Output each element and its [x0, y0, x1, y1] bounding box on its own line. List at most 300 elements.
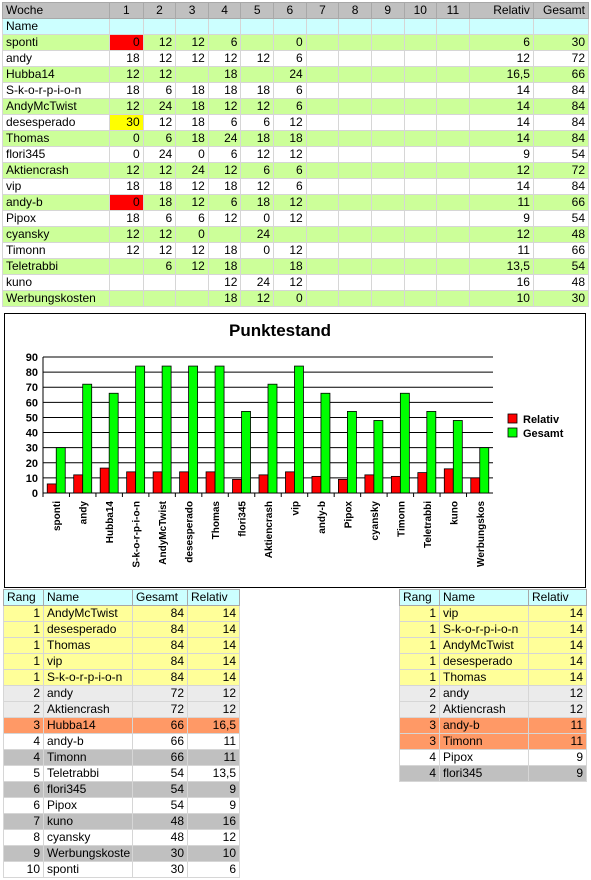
week-score: 6 — [241, 163, 274, 179]
relativ-bar — [74, 475, 83, 493]
week-score — [404, 227, 437, 243]
rank-relativ-value: 12 — [188, 830, 240, 846]
week-score — [437, 291, 470, 307]
rank-value: 1 — [4, 638, 44, 654]
week-score: 18 — [110, 83, 144, 99]
gesamt-value: 54 — [533, 211, 588, 227]
rank-header-cell: Name — [440, 590, 529, 606]
rank-header-cell: Gesamt — [133, 590, 188, 606]
rank-relativ-value: 14 — [529, 638, 587, 654]
empty-cell — [339, 19, 372, 35]
empty-cell — [241, 19, 274, 35]
rank-value: 2 — [4, 702, 44, 718]
header-cell: 6 — [274, 3, 307, 19]
rank-relativ-value: 14 — [529, 670, 587, 686]
rank-value: 1 — [400, 638, 440, 654]
x-tick-label: Werbungskos — [475, 501, 487, 567]
y-tick-label: 0 — [31, 488, 38, 500]
week-score: 12 — [110, 99, 144, 115]
y-tick-label: 50 — [25, 412, 38, 425]
rank-relativ-value: 11 — [188, 734, 240, 750]
week-score — [339, 211, 372, 227]
rank-gesamt-value: 66 — [133, 718, 188, 734]
week-score — [371, 67, 404, 83]
player-row — [3, 227, 589, 243]
rank-row — [400, 718, 587, 734]
y-tick-label: 20 — [25, 457, 38, 470]
week-score — [339, 227, 372, 243]
rank-relativ-value: 12 — [529, 686, 587, 702]
week-score — [371, 163, 404, 179]
player-name: andy-b — [3, 195, 110, 211]
week-score — [371, 291, 404, 307]
x-tick-label: Teletrabbi — [422, 501, 434, 549]
relativ-bar — [47, 484, 56, 493]
week-score: 12 — [274, 275, 307, 291]
week-score — [143, 275, 176, 291]
week-score: 18 — [241, 131, 274, 147]
rank-player-name: andy-b — [44, 734, 133, 750]
rank-gesamt-value: 84 — [133, 622, 188, 638]
player-name: cyansky — [3, 227, 110, 243]
rank-value: 8 — [4, 830, 44, 846]
week-score: 24 — [176, 163, 209, 179]
gesamt-bar — [242, 411, 251, 493]
week-score: 24 — [143, 99, 176, 115]
week-score: 12 — [176, 179, 209, 195]
gesamt-value: 84 — [533, 83, 588, 99]
player-name: S-k-o-r-p-i-o-n — [3, 83, 110, 99]
name-label: Name — [3, 19, 110, 35]
week-score: 6 — [274, 83, 307, 99]
rank-player-name: AndyMcTwist — [44, 606, 133, 622]
rank-player-name: Pipox — [440, 750, 529, 766]
week-score — [404, 147, 437, 163]
rank-value: 9 — [4, 846, 44, 862]
rank-value: 4 — [400, 750, 440, 766]
week-score: 12 — [110, 227, 144, 243]
gesamt-value: 30 — [533, 35, 588, 51]
rank-value: 1 — [400, 606, 440, 622]
week-score: 6 — [208, 35, 241, 51]
y-tick-label: 90 — [25, 352, 38, 364]
gesamt-value: 66 — [533, 195, 588, 211]
week-score — [404, 35, 437, 51]
rank-relativ-value: 14 — [529, 622, 587, 638]
relativ-value: 11 — [469, 195, 533, 211]
rank-relativ-value: 14 — [188, 654, 240, 670]
week-score — [110, 259, 144, 275]
gesamt-value: 48 — [533, 275, 588, 291]
gesamt-bar — [480, 448, 489, 493]
header-row — [3, 3, 589, 19]
rank-player-name: Hubba14 — [44, 718, 133, 734]
week-score — [143, 291, 176, 307]
rank-relativ-value: 9 — [188, 798, 240, 814]
x-tick-label: flori345 — [237, 501, 249, 537]
week-score: 18 — [274, 131, 307, 147]
week-score — [306, 99, 339, 115]
relativ-bar — [338, 479, 347, 493]
week-score — [371, 147, 404, 163]
week-score: 18 — [208, 83, 241, 99]
relativ-bar — [233, 479, 242, 493]
rank-player-name: vip — [440, 606, 529, 622]
rank-relativ-value: 14 — [188, 638, 240, 654]
week-score: 12 — [241, 291, 274, 307]
relativ-value: 14 — [469, 83, 533, 99]
relativ-bar — [285, 472, 294, 493]
week-score: 12 — [274, 195, 307, 211]
player-name: Werbungskosten — [3, 291, 110, 307]
week-score: 6 — [274, 51, 307, 67]
week-score — [306, 275, 339, 291]
player-name: kuno — [3, 275, 110, 291]
rank-player-name: vip — [44, 654, 133, 670]
week-score: 6 — [241, 115, 274, 131]
empty-cell — [274, 19, 307, 35]
player-row — [3, 99, 589, 115]
week-score: 6 — [208, 195, 241, 211]
x-tick-label: Aktiencrash — [264, 501, 275, 559]
week-score — [306, 291, 339, 307]
week-score: 18 — [110, 211, 144, 227]
week-score: 0 — [110, 35, 144, 51]
week-score — [404, 243, 437, 259]
header-cell: Relativ — [469, 3, 533, 19]
week-score — [339, 147, 372, 163]
header-cell: 2 — [143, 3, 176, 19]
relativ-bar — [391, 476, 400, 493]
rank-player-name: Thomas — [44, 638, 133, 654]
week-score: 18 — [143, 179, 176, 195]
rank-player-name: flori345 — [44, 782, 133, 798]
week-score — [437, 259, 470, 275]
week-score: 18 — [176, 115, 209, 131]
gesamt-value: 84 — [533, 115, 588, 131]
ranking-table-gesamt — [3, 589, 240, 878]
rank-row — [4, 654, 240, 670]
week-score: 18 — [241, 195, 274, 211]
gesamt-bar — [268, 384, 277, 493]
relativ-value: 13,5 — [469, 259, 533, 275]
week-score — [110, 275, 144, 291]
rank-row — [4, 606, 240, 622]
gesamt-value: 66 — [533, 243, 588, 259]
player-row — [3, 163, 589, 179]
rank-gesamt-value: 72 — [133, 686, 188, 702]
empty-cell — [306, 19, 339, 35]
week-score: 12 — [176, 195, 209, 211]
rank-relativ-value: 6 — [188, 862, 240, 878]
rank-value: 2 — [400, 702, 440, 718]
rank-row — [4, 622, 240, 638]
gesamt-bar — [162, 366, 171, 493]
rank-relativ-value: 14 — [529, 606, 587, 622]
empty-cell — [176, 19, 209, 35]
rank-relativ-value: 14 — [188, 606, 240, 622]
rank-player-name: desesperado — [440, 654, 529, 670]
week-score: 6 — [143, 211, 176, 227]
week-score: 0 — [241, 211, 274, 227]
week-score: 12 — [143, 51, 176, 67]
rank-value: 4 — [400, 766, 440, 782]
rank-gesamt-value: 66 — [133, 734, 188, 750]
rank-header-row — [400, 590, 587, 606]
gesamt-value: 72 — [533, 163, 588, 179]
rank-row — [4, 814, 240, 830]
rank-value: 3 — [4, 718, 44, 734]
week-score: 12 — [143, 35, 176, 51]
empty-cell — [208, 19, 241, 35]
week-score: 12 — [208, 211, 241, 227]
rank-value: 1 — [4, 670, 44, 686]
rank-row — [400, 686, 587, 702]
x-tick-label: sponti — [52, 501, 64, 531]
week-score: 12 — [274, 115, 307, 131]
week-score — [371, 51, 404, 67]
empty-cell — [437, 19, 470, 35]
week-score — [241, 259, 274, 275]
x-tick-label: Pipox — [343, 501, 355, 529]
week-score: 12 — [241, 147, 274, 163]
relativ-bar — [206, 472, 215, 493]
gesamt-bar — [136, 366, 145, 493]
week-score — [306, 51, 339, 67]
week-score: 18 — [176, 99, 209, 115]
rank-value: 1 — [400, 654, 440, 670]
x-tick-label: Hubba14 — [105, 501, 117, 544]
rank-player-name: Aktiencrash — [440, 702, 529, 718]
week-score: 12 — [176, 243, 209, 259]
rank-relativ-value: 12 — [188, 686, 240, 702]
gesamt-value: 84 — [533, 179, 588, 195]
rank-gesamt-value: 30 — [133, 862, 188, 878]
week-score: 18 — [208, 259, 241, 275]
week-score — [306, 131, 339, 147]
week-score: 12 — [143, 67, 176, 83]
gesamt-bar — [347, 411, 356, 493]
week-score: 18 — [110, 51, 144, 67]
rank-gesamt-value: 54 — [133, 798, 188, 814]
x-tick-label: Timonn — [396, 501, 408, 537]
rank-row — [4, 798, 240, 814]
week-score — [371, 275, 404, 291]
gesamt-bar — [427, 411, 436, 493]
rank-value: 4 — [4, 750, 44, 766]
header-cell: Woche — [3, 3, 110, 19]
rank-row — [4, 766, 240, 782]
rank-gesamt-value: 84 — [133, 654, 188, 670]
relativ-bar — [471, 478, 480, 493]
header-cell: Gesamt — [533, 3, 588, 19]
rank-player-name: andy — [44, 686, 133, 702]
rank-value: 1 — [4, 622, 44, 638]
header-cell: 5 — [241, 3, 274, 19]
gesamt-value: 30 — [533, 291, 588, 307]
week-score — [437, 243, 470, 259]
week-score: 18 — [176, 131, 209, 147]
rank-gesamt-value: 66 — [133, 750, 188, 766]
rank-player-name: AndyMcTwist — [440, 638, 529, 654]
player-row — [3, 243, 589, 259]
rank-player-name: Aktiencrash — [44, 702, 133, 718]
week-score — [404, 115, 437, 131]
gesamt-value: 84 — [533, 99, 588, 115]
player-name: Timonn — [3, 243, 110, 259]
score-table — [2, 2, 589, 307]
rank-player-name: andy-b — [440, 718, 529, 734]
week-score: 6 — [274, 179, 307, 195]
week-score — [371, 131, 404, 147]
rank-relativ-value: 11 — [529, 734, 587, 750]
player-name: Hubba14 — [3, 67, 110, 83]
relativ-value: 14 — [469, 115, 533, 131]
week-score — [404, 131, 437, 147]
week-score — [404, 163, 437, 179]
week-score: 18 — [208, 291, 241, 307]
legend-label: Gesamt — [523, 428, 564, 440]
x-tick-label: andy-b — [316, 501, 328, 534]
week-score: 24 — [208, 131, 241, 147]
week-score — [306, 35, 339, 51]
rank-value: 1 — [4, 654, 44, 670]
rank-header-row — [4, 590, 240, 606]
player-row — [3, 291, 589, 307]
gesamt-value: 66 — [533, 67, 588, 83]
week-score — [339, 163, 372, 179]
week-score: 12 — [208, 51, 241, 67]
rank-player-name: Timonn — [440, 734, 529, 750]
rank-value: 10 — [4, 862, 44, 878]
gesamt-bar — [453, 420, 462, 493]
week-score — [371, 211, 404, 227]
week-score: 6 — [143, 259, 176, 275]
x-tick-label: desesperado — [184, 501, 196, 563]
rank-row — [4, 718, 240, 734]
rank-relativ-value: 10 — [188, 846, 240, 862]
rank-gesamt-value: 54 — [133, 782, 188, 798]
week-score: 0 — [110, 147, 144, 163]
week-score: 6 — [143, 83, 176, 99]
week-score: 12 — [110, 67, 144, 83]
week-score: 0 — [110, 195, 144, 211]
relativ-bar — [180, 472, 189, 493]
week-score — [437, 179, 470, 195]
gesamt-value: 48 — [533, 227, 588, 243]
rank-row — [400, 654, 587, 670]
rank-gesamt-value: 48 — [133, 814, 188, 830]
relativ-value: 6 — [469, 35, 533, 51]
week-score — [339, 51, 372, 67]
week-score: 6 — [143, 131, 176, 147]
player-row — [3, 131, 589, 147]
rank-gesamt-value: 54 — [133, 766, 188, 782]
x-tick-label: vip — [290, 501, 302, 516]
week-score — [404, 195, 437, 211]
player-name: AndyMcTwist — [3, 99, 110, 115]
empty-cell — [371, 19, 404, 35]
legend-swatch — [508, 414, 517, 423]
gesamt-bar — [215, 366, 224, 493]
week-score — [437, 99, 470, 115]
player-row — [3, 211, 589, 227]
week-score: 6 — [274, 99, 307, 115]
week-score: 12 — [241, 99, 274, 115]
week-score: 18 — [208, 179, 241, 195]
rank-row — [400, 606, 587, 622]
rank-row — [4, 702, 240, 718]
player-name: flori345 — [3, 147, 110, 163]
rank-player-name: Teletrabbi — [44, 766, 133, 782]
week-score — [371, 179, 404, 195]
ranking-table-relativ — [399, 589, 587, 782]
week-score — [306, 163, 339, 179]
rank-gesamt-value: 30 — [133, 846, 188, 862]
gesamt-bar — [83, 384, 92, 493]
empty-cell — [533, 19, 588, 35]
legend-label: Relativ — [523, 414, 560, 426]
gesamt-bar — [294, 366, 303, 493]
week-score: 12 — [143, 163, 176, 179]
rank-row — [4, 638, 240, 654]
week-score: 12 — [143, 243, 176, 259]
gesamt-value: 54 — [533, 259, 588, 275]
y-tick-label: 80 — [25, 367, 38, 380]
player-name: Teletrabbi — [3, 259, 110, 275]
week-score — [241, 35, 274, 51]
player-row — [3, 195, 589, 211]
rank-relativ-value: 14 — [529, 654, 587, 670]
rank-player-name: andy — [440, 686, 529, 702]
week-score — [306, 211, 339, 227]
week-score — [176, 275, 209, 291]
empty-cell — [110, 19, 144, 35]
rank-player-name: Pipox — [44, 798, 133, 814]
gesamt-bar — [109, 393, 118, 493]
week-score — [437, 115, 470, 131]
week-score — [404, 275, 437, 291]
y-tick-label: 10 — [25, 472, 38, 485]
week-score — [404, 211, 437, 227]
name-header-row — [3, 19, 589, 35]
header-cell: 7 — [306, 3, 339, 19]
header-cell: 3 — [176, 3, 209, 19]
week-score — [339, 195, 372, 211]
week-score: 12 — [110, 243, 144, 259]
player-row — [3, 179, 589, 195]
rank-player-name: S-k-o-r-p-i-o-n — [440, 622, 529, 638]
rank-row — [400, 622, 587, 638]
week-score — [306, 243, 339, 259]
week-score — [437, 67, 470, 83]
player-row — [3, 275, 589, 291]
week-score: 24 — [274, 67, 307, 83]
week-score: 18 — [208, 243, 241, 259]
week-score — [241, 67, 274, 83]
week-score: 12 — [110, 163, 144, 179]
player-name: andy — [3, 51, 110, 67]
relativ-bar — [444, 469, 453, 493]
rank-player-name: flori345 — [440, 766, 529, 782]
rank-header-cell: Relativ — [529, 590, 587, 606]
rank-value: 2 — [400, 686, 440, 702]
week-score — [371, 243, 404, 259]
rank-relativ-value: 9 — [529, 766, 587, 782]
rank-relativ-value: 12 — [529, 702, 587, 718]
x-tick-label: Thomas — [211, 501, 223, 540]
relativ-value: 16 — [469, 275, 533, 291]
